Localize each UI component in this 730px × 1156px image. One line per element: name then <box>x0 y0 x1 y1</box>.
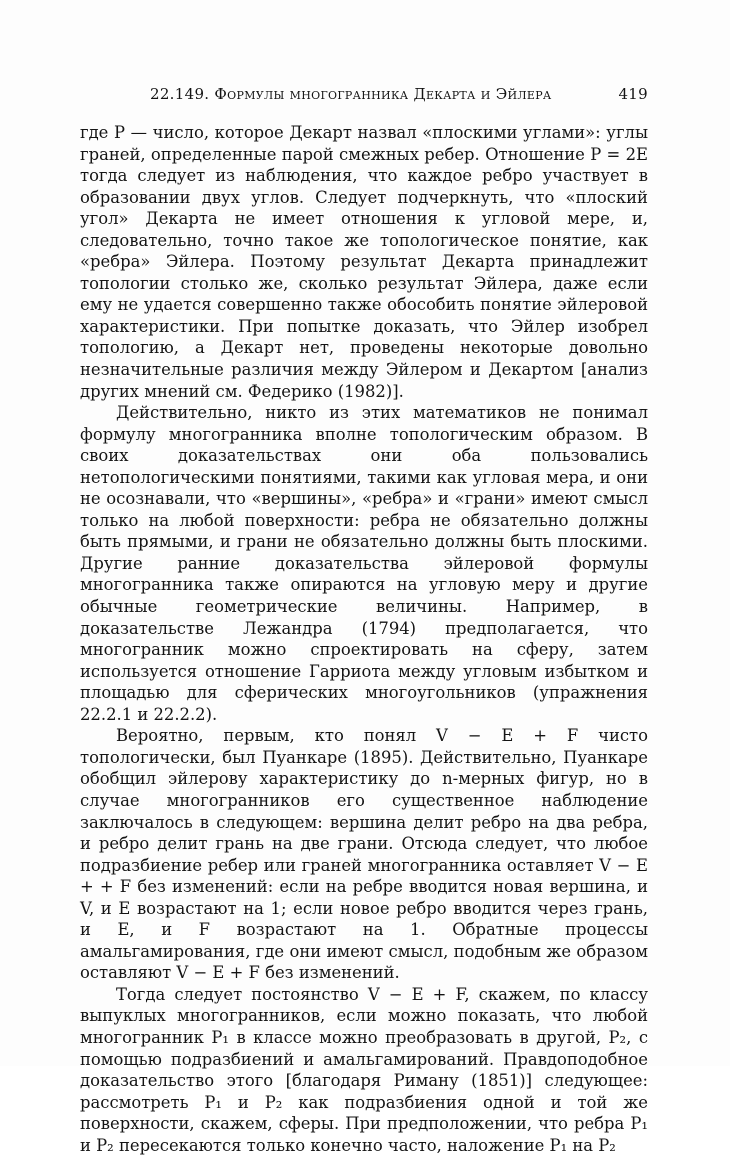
paragraph-3: Вероятно, первым, кто понял V − E + F чисто топологически, был Пуанкаре (1895). Действительно, Пуанкаре обобщил эйлерову характеристику до n-мерных фигур, но в случае многогранников его существенное наблюдение заключалось в следующем: вершина делит ребро на два ребра, и ребро делит грань на две грани. Отсюда следует, что любое подразбиение ребер или граней многогранника оставляет V − E + + F без изменений: если на ребре вводится новая вершина, и V, и E возрастают на 1; если новое ребро вводится через грань, и E, и F возрастают на 1. Обратные процессы амальгамирования, где они имеют смысл, подобным же образом оставляют V − E + F без изменений. <box>80 726 648 983</box>
paragraph-4: Тогда следует постоянство V − E + F, скажем, по классу выпуклых многогранников, если можно показать, что любой многогранник P₁ в классе можно преобразовать в другой, P₂, с помощью подразбиений и амальгамирований. Правдоподобное доказательство этого [благодаря Риману (1851)] следующее: рассмотреть P₁ и P₂ как подразбиения одной и той же поверхности, скажем, сферы. При предположении, что ребра P₁ и P₂ пересекаются только конечно часто, наложение P₁ на P₂ <box>80 984 648 1155</box>
body-text <box>80 122 648 1156</box>
section-title: 22.149. Формулы многогранника Декарта и Эйлера <box>150 85 552 103</box>
page-number: 419 <box>618 85 648 103</box>
running-header <box>150 84 648 104</box>
paragraph-1: где P — число, которое Декарт назвал «плоскими углами»: углы граней, определенные парой смежных ребер. Отношение P = 2E тогда следует из наблюдения, что каждое ребро участвует в образовании двух углов. Следует подчеркнуть, что «плоский угол» Декарта не имеет отношения к угловой мере, и, следовательно, точно такое же топологическое понятие, как «ребра» Эйлера. Поэтому результат Декарта принадлежит топологии столько же, сколько результат Эйлера, даже если ему не удается совершенно также обособить понятие эйлеровой характеристики. При попытке доказать, что Эйлер изобрел топологию, а Декарт нет, проведены некоторые довольно незначительные различия между Эйлером и Декартом [анализ других мнений см. Федерико (1982)]. <box>80 123 648 401</box>
paragraph-2: Действительно, никто из этих математиков не понимал формулу многогранника вполне топологическим образом. В своих доказательствах они оба пользовались нетопологическими понятиями, такими как угловая мера, и они не осознавали, что «вершины», «ребра» и «грани» имеют смысл только на любой поверхности: ребра не обязательно должны быть прямыми, и грани не обязательно должны быть плоскими. Другие ранние доказательства эйлеровой формулы многогранника также опираются на угловую меру и другие обычные геометрические величины. Например, в доказательстве Лежандра (1794) предполагается, что многогранник можно спроектировать на сферу, затем используется отношение Гарриота между угловым избытком и площадью для сферических многоугольников (упражнения 22.2.1 и 22.2.2). <box>80 403 648 724</box>
